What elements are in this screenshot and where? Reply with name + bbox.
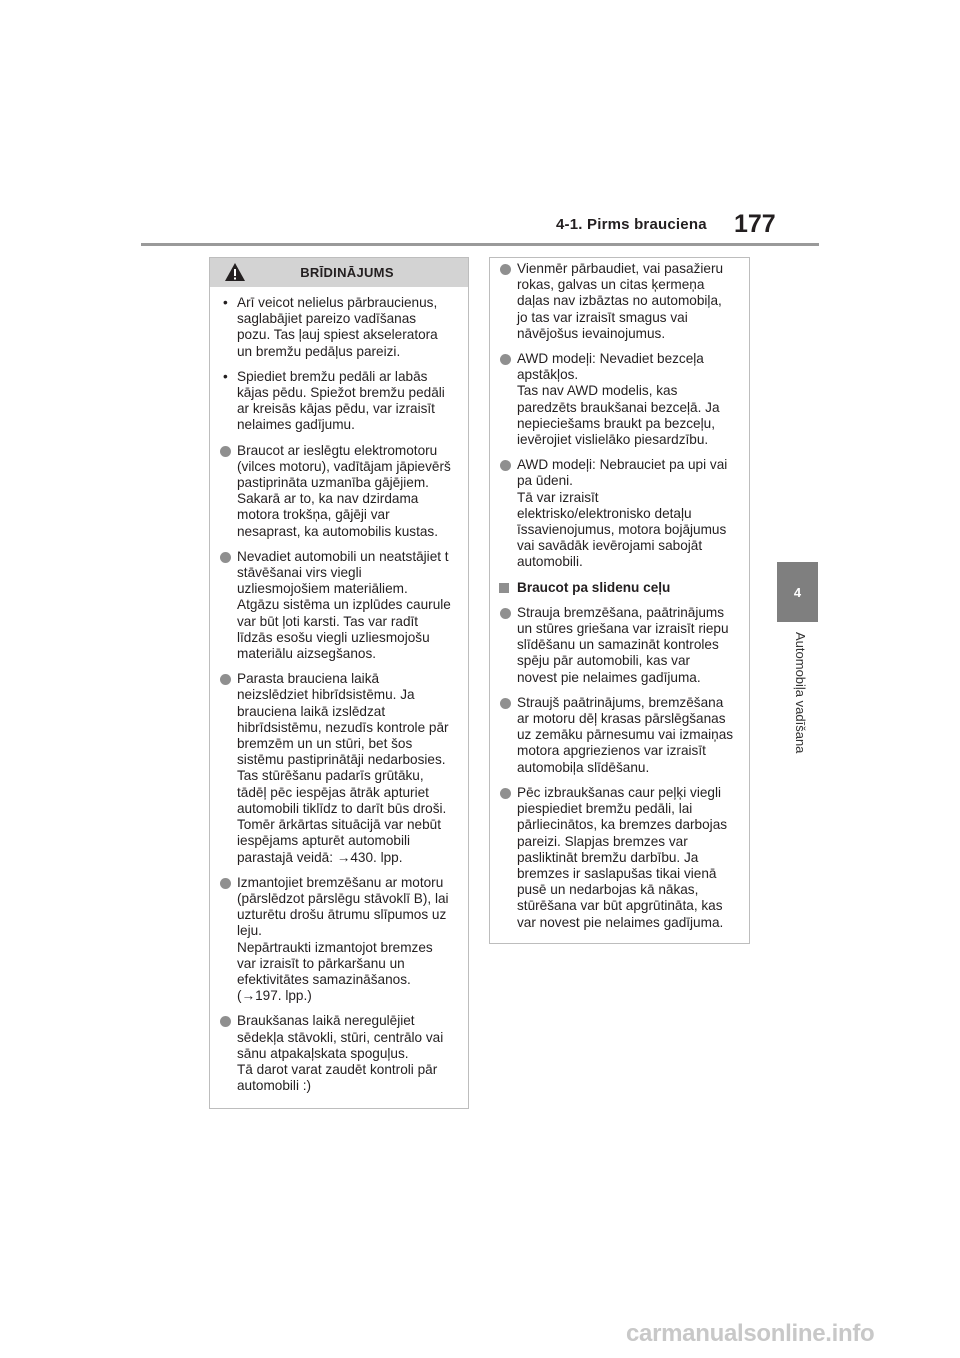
circle-bullet-icon xyxy=(220,878,231,889)
square-bullet-icon xyxy=(499,583,509,593)
list-item xyxy=(498,457,741,570)
circle-bullet-icon xyxy=(220,674,231,685)
circle-bullet-icon xyxy=(500,264,511,275)
section-title: 4-1. Pirms brauciena xyxy=(556,216,707,233)
item-text: Braucot ar ieslēgtu elektromotoru (vilces motoru), vadītājam jāpievērš pastiprināta uzmanība gājējiem. Sakarā ar to, ka nav dzirdama motora trokšņa, gājēji var nesaprast, ka automobilis kustas. xyxy=(237,442,451,539)
list-item xyxy=(498,605,741,686)
warning-list-left xyxy=(210,287,468,1094)
list-item xyxy=(218,295,460,360)
circle-bullet-icon xyxy=(500,698,511,709)
bullet-icon: • xyxy=(223,368,228,384)
chapter-number: 4 xyxy=(793,584,802,600)
warning-header xyxy=(210,258,468,287)
list-item xyxy=(498,695,741,776)
item-text: Strauja bremzēšana, paātrinājums un stūres griešana var izraisīt riepu slīdēšanu un samazināt kontroles spēju pār automobili, kas var novest pie nelaimes gadījuma. xyxy=(517,604,729,685)
circle-bullet-icon xyxy=(500,460,511,471)
circle-bullet-icon xyxy=(500,788,511,799)
page-number: 177 xyxy=(734,210,776,238)
item-text: AWD modeļi: Nebrauciet pa upi vai pa ūdeni. Tā var izraisīt elektrisko/elektronisko detaļu īssavienojumus, motora bojājumus vai savādāk ievērojami sabojāt automobili. xyxy=(517,457,728,570)
list-item xyxy=(498,785,741,931)
circle-bullet-icon xyxy=(500,354,511,365)
chapter-tab xyxy=(777,562,818,622)
list-item xyxy=(218,671,460,865)
list-item xyxy=(218,875,460,1005)
item-text: Pēc izbraukšanas caur peļķi viegli piespiediet bremžu pedāli, lai pārliecinātos, ka bremzes darbojas pareizi. Slapjas bremzes var pasliktināt bremžu darbību. Ja bremzes ir saslapušas tikai vienā pusē un nedarbojas kā nākas, stūrēšana var būt apgrūtināta, kas var novest pie nelaimes gadījuma. xyxy=(517,784,728,930)
item-text: Arī veicot nelielus pārbraucienus, saglabājiet pareizo vadīšanas pozu. Tas ļauj spiest akseleratora un bremžu pedāļus pareizi. xyxy=(237,295,438,359)
list-item xyxy=(218,549,460,662)
chapter-label: Automobiļa vadīšana xyxy=(793,632,808,754)
warning-list-right xyxy=(490,258,749,931)
list-item xyxy=(498,580,741,596)
circle-bullet-icon xyxy=(220,1016,231,1027)
circle-bullet-icon xyxy=(220,552,231,563)
list-item xyxy=(498,351,741,448)
item-text: Braukšanas laikā neregulējiet sēdekļa stāvokli, stūri, centrālo vai sānu atpakaļskata spoguļus. Tā darot varat zaudēt kontroli pār automobili :) xyxy=(237,1013,444,1094)
item-text: Izmantojiet bremzēšanu ar motoru (pārslēdzot pārslēgu stāvoklī B), lai uzturētu drošu ātrumu slīpumos uz leju. Nepārtraukti izmantojot bremzes var izraisīt to pārkaršanu un efektivitātes samazināšanos. (→197. lpp.) xyxy=(237,874,449,1004)
warning-box-left xyxy=(209,257,469,1109)
watermark: carmanualsonline.info xyxy=(626,1320,875,1347)
circle-bullet-icon xyxy=(220,446,231,457)
circle-bullet-icon xyxy=(500,608,511,619)
item-text: Parasta brauciena laikā neizslēdziet hibrīdsistēmu. Ja brauciena laikā izslēdzat hibrīdsistēmu, nezudīs kontrole pār bremzēm un un stūri, bet šos sistēmu pastiprinātāji nedarbosies. Tas stūrēšanu padarīs grūtāku, tādēļ pēc iespējas ātrāk apturiet automobili tiklīdz to darīt būs droši. Tomēr ārkārtas situācijā var nebūt iespējams apturēt automobili parastajā veidā: →430. lpp. xyxy=(237,671,449,865)
list-item xyxy=(218,1013,460,1094)
warning-triangle-icon xyxy=(224,262,246,282)
warning-title: BRĪDINĀJUMS xyxy=(300,265,394,280)
item-text: Straujš paātrinājums, bremzēšana ar motoru dēļ krasas pārslēgšanas uz zemāku pārnesumu vai izmaiņas motora apgriezienos var izraisīt automobiļa slīdēšanu. xyxy=(517,694,734,775)
item-text: AWD modeļi: Nevadiet bezceļa apstākļos. Tas nav AWD modelis, kas paredzēts braukšanai bezceļā. Ja nepieciešams braukt pa bezceļu, ievērojiet vislielāko piesardzību. xyxy=(517,351,720,448)
list-item xyxy=(218,443,460,540)
sub-heading: Braucot pa slidenu ceļu xyxy=(517,579,671,595)
bullet-icon: • xyxy=(223,295,228,310)
warning-box-right xyxy=(489,257,750,944)
item-text: Nevadiet automobili un neatstājiet t stāvēšanai virs viegli uzliesmojošiem materiāliem. Atgāzu sistēma un izplūdes caurule var būt ļoti karsti. Tas var radīt līdzās esošu viegli uzliesmojošu materiālu aizsegšanos. xyxy=(237,548,451,662)
item-text: Vienmēr pārbaudiet, vai pasažieru rokas, galvas un citas ķermeņa daļas nav izbāztas no automobiļa, jo tas var izraisīt smagus vai nāvējošus ievainojumus. xyxy=(517,261,724,341)
item-text: Spiediet bremžu pedāli ar labās kājas pēdu. Spiežot bremžu pedāli ar kreisās kājas pēdu, var izraisīt nelaimes gadījumu. xyxy=(237,368,445,433)
list-item xyxy=(498,261,741,342)
header-divider xyxy=(141,243,819,246)
list-item xyxy=(218,369,460,434)
